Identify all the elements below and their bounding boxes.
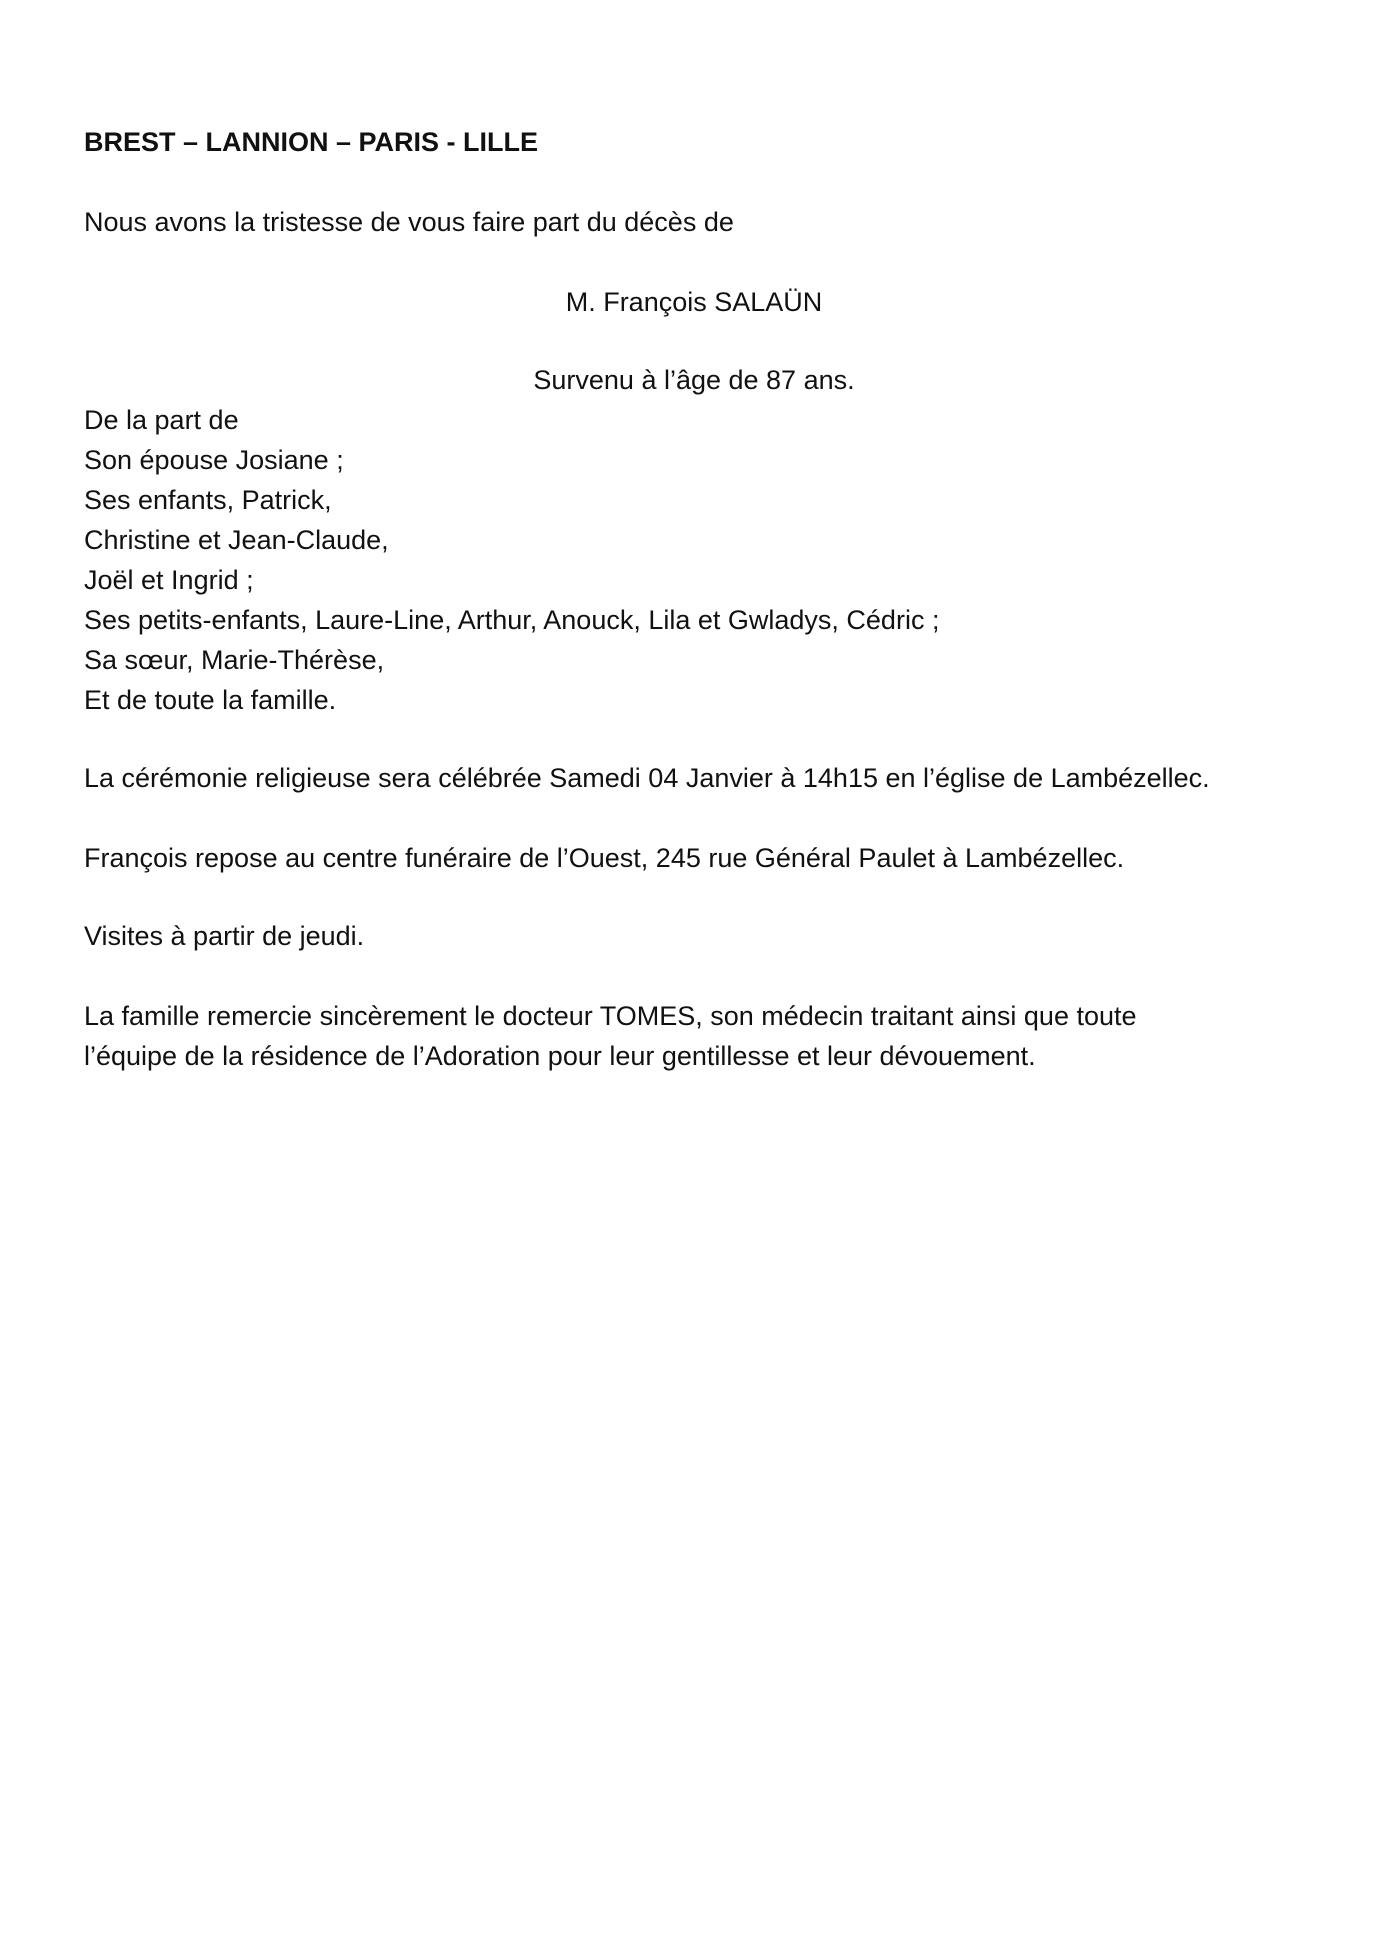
family-line: Christine et Jean-Claude, bbox=[84, 525, 389, 555]
repose-text: François repose au centre funéraire de l’Ouest, 245 rue Général Paulet à Lambézellec. bbox=[84, 843, 1125, 873]
thanks-text-line2: l’équipe de la résidence de l’Adoration pour leur gentillesse et leur dévouement. bbox=[84, 1041, 1036, 1071]
ceremony-text: La cérémonie religieuse sera célébrée Samedi 04 Janvier à 14h15 en l’église de Lambézellec. bbox=[84, 763, 1210, 793]
thanks-text-line1: La famille remercie sincèrement le docteur TOMES, son médecin traitant ainsi que toute bbox=[84, 1001, 1137, 1031]
age-text: Survenu à l’âge de 87 ans. bbox=[533, 365, 855, 395]
visits-text: Visites à partir de jeudi. bbox=[84, 921, 365, 951]
family-line: De la part de bbox=[84, 405, 239, 435]
family-line: Ses petits-enfants, Laure-Line, Arthur, Anouck, Lila et Gwladys, Cédric ; bbox=[84, 605, 940, 635]
header-cities: BREST – LANNION – PARIS - LILLE bbox=[84, 127, 539, 157]
intro-text: Nous avons la tristesse de vous faire part du décès de bbox=[84, 207, 734, 237]
family-line: Ses enfants, Patrick, bbox=[84, 485, 332, 515]
family-line: Joël et Ingrid ; bbox=[84, 565, 254, 595]
family-line: Sa sœur, Marie-Thérèse, bbox=[84, 645, 385, 675]
family-line: Son épouse Josiane ; bbox=[84, 445, 344, 475]
family-line: Et de toute la famille. bbox=[84, 685, 337, 715]
deceased-name: M. François SALAÜN bbox=[565, 287, 823, 317]
